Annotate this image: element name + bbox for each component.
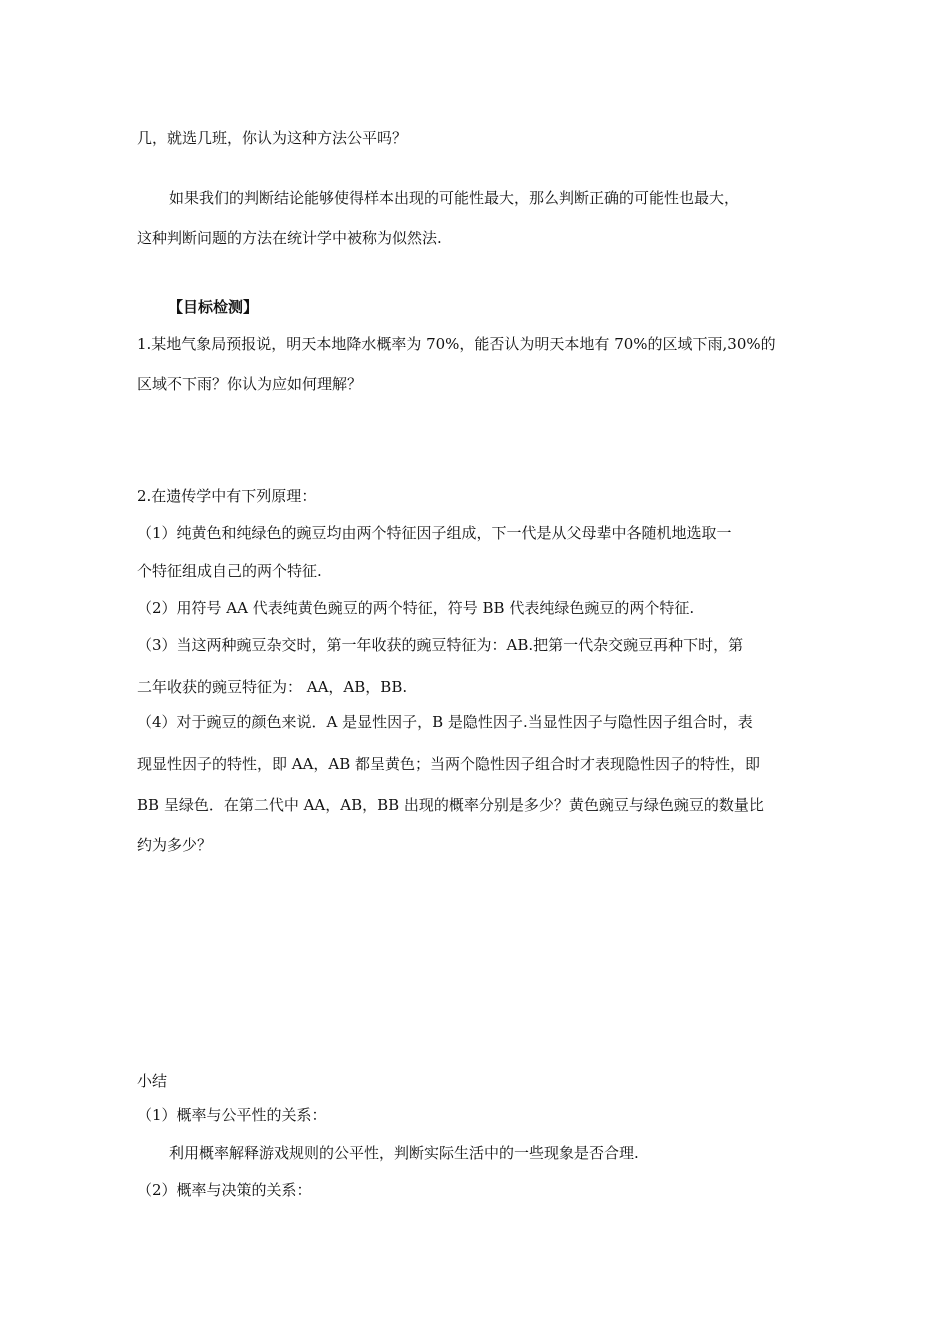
question-2-point-3-line-1: （3）当这两种豌豆杂交时，第一年收获的豌豆特征为：AB.把第一代杂交豌豆再种下时，第 <box>137 636 744 654</box>
target-check-heading: 【目标检测】 <box>168 298 259 316</box>
question-2-point-4-line-4: 约为多少？ <box>137 836 213 854</box>
question-2-point-4-line-1: （4）对于豌豆的颜色来说．A 是显性因子，B 是隐性因子.当显性因子与隐性因子组合时，表 <box>137 713 753 731</box>
question-2-point-1-line-1: （1）纯黄色和纯绿色的豌豆均由两个特征因子组成，下一代是从父母辈中各随机地选取一 <box>137 524 732 542</box>
question-2-point-1-line-2: 个特征组成自己的两个特征. <box>137 562 322 580</box>
question-2-point-4-line-3: BB 呈绿色．在第二代中 AA，AB，BB 出现的概率分别是多少？黄色豌豆与绿色豌豆的数量比 <box>137 796 764 814</box>
summary-item-1-title: （1）概率与公平性的关系： <box>137 1106 327 1124</box>
question-2-point-2: （2）用符号 AA 代表纯黄色豌豆的两个特征，符号 BB 代表纯绿色豌豆的两个特征. <box>137 599 695 617</box>
likelihood-paragraph-line-1: 如果我们的判断结论能够使得样本出现的可能性最大，那么判断正确的可能性也最大， <box>169 189 740 207</box>
question-2-point-3-line-2: 二年收获的豌豆特征为： AA，AB，BB. <box>137 678 408 696</box>
question-2-title: 2.在遗传学中有下列原理： <box>137 487 317 505</box>
summary-item-1-text: 利用概率解释游戏规则的公平性，判断实际生活中的一些现象是否合理. <box>169 1144 639 1162</box>
intro-line: 几，就选几班，你认为这种方法公平吗？ <box>137 129 408 147</box>
summary-item-2-title: （2）概率与决策的关系： <box>137 1181 312 1199</box>
summary-heading: 小结 <box>137 1072 168 1090</box>
question-2-point-4-line-2: 现显性因子的特性，即 AA，AB 都呈黄色；当两个隐性因子组合时才表现隐性因子的特性，即 <box>137 755 761 773</box>
likelihood-paragraph-line-2: 这种判断问题的方法在统计学中被称为似然法. <box>137 229 442 247</box>
question-1-line-1: 1.某地气象局预报说，明天本地降水概率为 70%，能否认为明天本地有 70%的区域下雨,30%的 <box>137 335 776 353</box>
question-1-line-2: 区域不下雨？你认为应如何理解？ <box>137 375 363 393</box>
